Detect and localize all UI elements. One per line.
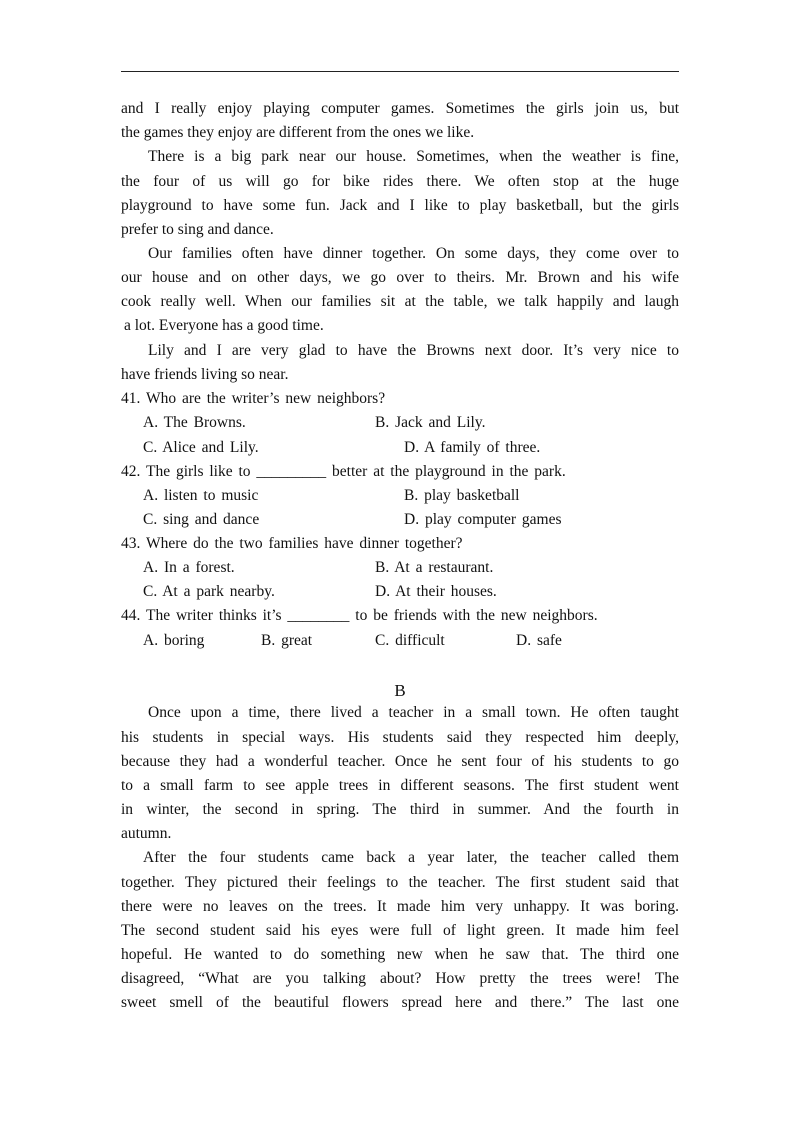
answer-option: C. sing and dance: [143, 511, 260, 528]
answer-option: A. The Browns.: [143, 414, 246, 431]
question-stem: 43. Where do the two families have dinner together?: [121, 535, 463, 552]
passage-line: cook really well. When our families sit at the table, we talk happily and laugh: [121, 293, 679, 310]
question-stem: 42. The girls like to _________ better at the playground in the park.: [121, 463, 566, 480]
passage-line: to a small farm to see apple trees in different seasons. The first student went: [121, 777, 679, 794]
passage-line: and I really enjoy playing computer games. Sometimes the girls join us, but: [121, 100, 679, 117]
answer-option: B. At a restaurant.: [375, 559, 494, 576]
answer-option: B. great: [261, 632, 313, 649]
passage-line: Our families often have dinner together. On some days, they come over to: [148, 245, 679, 262]
answer-option: D. play computer games: [404, 511, 562, 528]
passage-line: sweet smell of the beautiful flowers spread here and there.” The last one: [121, 994, 679, 1011]
passage-line: There is a big park near our house. Sometimes, when the weather is fine,: [148, 148, 679, 165]
passage-line: have friends living so near.: [121, 366, 289, 383]
answer-option: C. At a park nearby.: [143, 583, 275, 600]
passage-line: because they had a wonderful teacher. Once he sent four of his students to go: [121, 753, 679, 770]
answer-option: C. difficult: [375, 632, 445, 649]
section-heading: B: [394, 681, 406, 700]
answer-option: D. A family of three.: [404, 439, 541, 456]
passage-line: autumn.: [121, 825, 172, 842]
passage-line: the games they enjoy are different from the ones we like.: [121, 124, 475, 141]
passage-line: his students in special ways. His students said they respected him deeply,: [121, 729, 679, 746]
answer-option: D. safe: [516, 632, 562, 649]
passage-line: together. They pictured their feelings to the teacher. The first student said that: [121, 874, 679, 891]
passage-line: hopeful. He wanted to do something new when he saw that. The third one: [121, 946, 679, 963]
passage-line: a lot. Everyone has a good time.: [124, 317, 324, 334]
question-stem: 41. Who are the writer’s new neighbors?: [121, 390, 386, 407]
passage-line: Lily and I are very glad to have the Browns next door. It’s very nice to: [148, 342, 679, 359]
question-stem: 44. The writer thinks it’s ________ to be friends with the new neighbors.: [121, 607, 598, 624]
passage-line: disagreed, “What are you talking about? How pretty the trees were! The: [121, 970, 679, 987]
header-rule: [121, 71, 679, 72]
answer-option: B. Jack and Lily.: [375, 414, 486, 431]
passage-line: in winter, the second in spring. The third in summer. And the fourth in: [121, 801, 679, 818]
answer-option: B. play basketball: [404, 487, 520, 504]
answer-option: A. In a forest.: [143, 559, 235, 576]
passage-line: our house and on other days, we go over to theirs. Mr. Brown and his wife: [121, 269, 679, 286]
answer-option: C. Alice and Lily.: [143, 439, 259, 456]
passage-line: Once upon a time, there lived a teacher in a small town. He often taught: [148, 704, 679, 721]
passage-line: After the four students came back a year later, the teacher called them: [143, 849, 679, 866]
answer-option: D. At their houses.: [375, 583, 497, 600]
passage-line: The second student said his eyes were full of light green. It made him feel: [121, 922, 679, 939]
answer-option: A. boring: [143, 632, 205, 649]
passage-line: playground to have some fun. Jack and I like to play basketball, but the girls: [121, 197, 679, 214]
passage-line: there were no leaves on the trees. It made him very unhappy. It was boring.: [121, 898, 679, 915]
passage-line: prefer to sing and dance.: [121, 221, 274, 238]
passage-line: the four of us will go for bike rides there. We often stop at the huge: [121, 173, 679, 190]
answer-option: A. listen to music: [143, 487, 259, 504]
